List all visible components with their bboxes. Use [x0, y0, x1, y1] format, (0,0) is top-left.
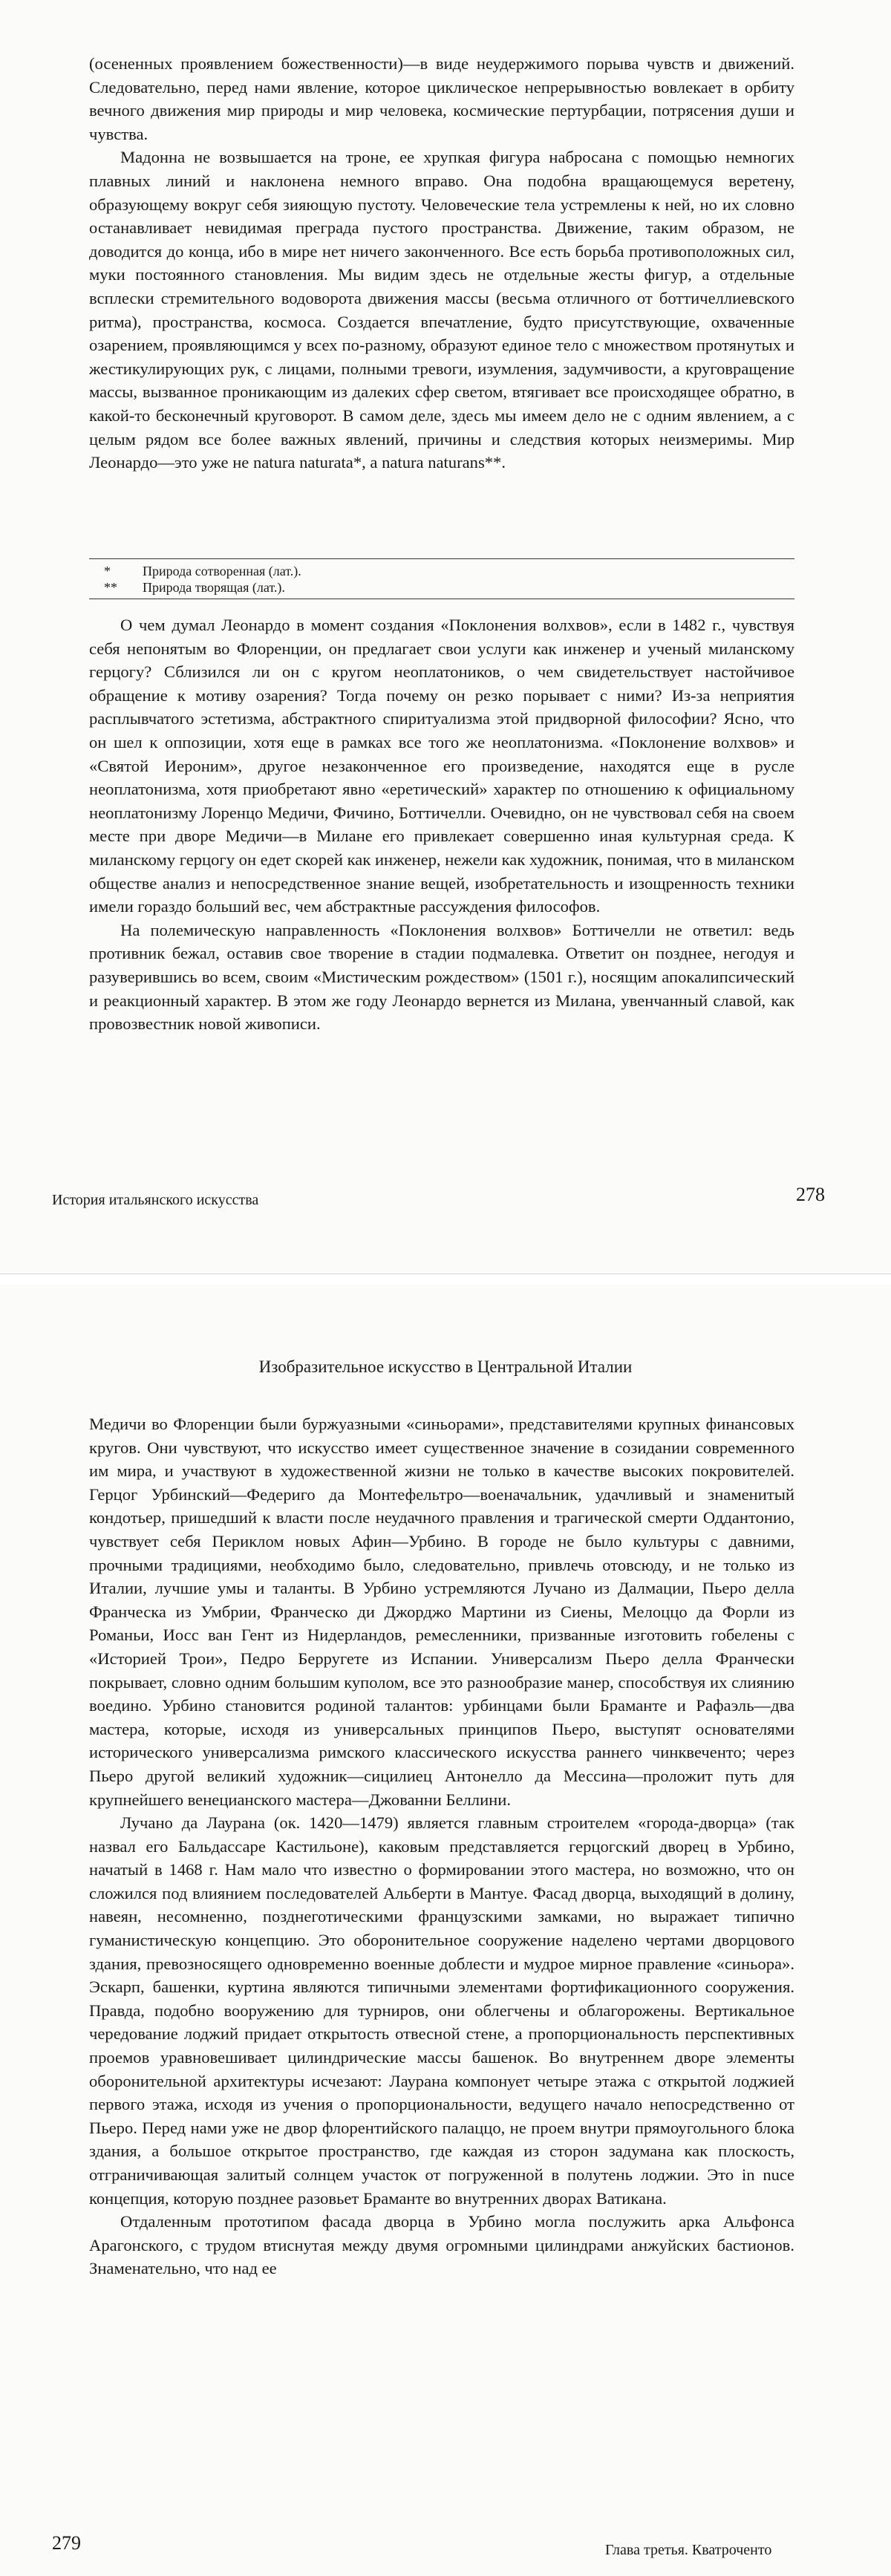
body-text-top	[89, 52, 794, 475]
running-head: Изобразительное искусство в Центральной Италии	[258, 1357, 633, 1376]
page-number: 279	[52, 2532, 81, 2554]
paragraph: (осененных проявлением божественности)—в виде неудержимого порыва чувств и движений. Следовательно, перед нами явление, которое циклическое непрерывностью вовлекает в орбиту вечного движения мир природы и мир человека, космические пертурбации, потрясения души и чувства.	[89, 54, 794, 143]
page-279	[0, 1285, 891, 2576]
paragraph: Медичи во Флоренции были буржуазными «синьорами», представителями крупных финансовых кругов. Они чувствуют, что искусство имеет существенное значение в созидании современного им мира, и участвуют в художественной жизни не только в качестве высоких покровителей. Герцог Урбинский—Федериго да Монтефельтро—военачальник, удачливый и знаменитый кондотьер, пришедший к власти после неудачного правления и трагической смерти Оддантонио, чувствует себя Периклом новых Афин—Урбино. В городе не было культуры с давними, прочными традициями, необходимо было, следовательно, привлечь отовсюду, и не только из Италии, лучшие умы и таланты. В Урбино устремляются Лучано из Далмации, Пьеро делла Франческа из Умбрии, Франческо ди Джорджо Мартини из Сиены, Мелоццо да Форли из Романьи, Иосс ван Гент из Нидерландов, ремесленники, призванные изготовить гобелены с «Историей Трои», Педро Берругете из Испании. Универсализм Пьеро делла Франчески покрывает, словно одним большим куполом, все это разнообразие манер, способствуя их слиянию воедино. Урбино становится родиной талантов: урбинцами были Браманте и Рафаэль—два мастера, которые, исходя из универсальных принципов Пьеро, выступят основателями исторического универсализма римского классического искусства раннего чинквеченто; через Пьеро другой великий художник—сицилиец Антонелло да Мессина—проложит путь для крупнейшего венецианского мастера—Джованни Беллини.	[89, 1415, 794, 1809]
body-text	[89, 1412, 794, 2280]
page-278	[0, 0, 891, 1274]
footer-book-title: История итальянского искусства	[52, 1192, 259, 1208]
footnote-text: Природа творящая (лат.).	[143, 580, 285, 595]
footnotes	[89, 558, 794, 599]
paragraph: Отдаленным прототипом фасада дворца в Урбино могла послужить арка Альфонса Арагонского, с трудом втиснутая между двумя огромными цилиндрами анжуйских бастионов. Знаменательно, что над ее	[89, 2212, 794, 2278]
paragraph: О чем думал Леонардо в момент создания «Поклонения волхвов», если в 1482 г., чувствуя себя непонятым во Флоренции, он предлагает свои услуги как инженер и ученый миланскому герцогу? Сблизился ли он с кругом неоплатоников, о чем свидетельствует настойчивое обращение к мотиву озарения? Тогда почему он резко порывает с ними? Из-за неприятия расплывчатого эстетизма, абстрактного спиритуализма этой придворной философии? Ясно, что он шел к оппозиции, хотя еще в рамках все того же неоплатонизма. «Поклонение волхвов» и «Святой Иероним», другое незаконченное его произведение, находятся еще в русле неоплатонизма, хотя приобретают явно «еретический» характер по отношению к официальному неоплатонизму Лоренцо Медичи, Фичино, Боттичелли. Очевидно, он не чувствовал себя на своем месте при дворе Медичи—в Милане его привлекает совершенно иная культурная среда. К миланскому герцогу он едет скорей как инженер, нежели как художник, понимая, что в миланском обществе анализ и непосредственное знание вещей, изобретательность и изощренность техники имели гораздо больший вес, чем абстрактные рассуждения философов.	[89, 616, 795, 916]
paragraph: Мадонна не возвышается на троне, ее хрупкая фигура набросана с помощью немногих плавных линий и наклонена немного вправо. Она подобна вращающемуся веретену, образующему вокруг себя зияющую пустоту. Человеческие тела устремлены к ней, но их словно останавливает невидимая преграда пустого пространства. Движение, таким образом, не доводится до конца, ибо в мире нет ничего законченного. Все есть борьба противоположных сил, муки постоянного становления. Мы видим здесь не отдельные жесты фигур, а отдельные всплески стремительного водоворота движения массы (весьма отличного от боттичеллиевского ритма), пространства, космоса. Создается впечатление, будто присутствующие, охваченные озарением, проявляющимся у всех по-разному, образуют единое тело с множеством протянутых и жестикулирующих рук, с лицами, полными тревоги, изумления, задумчивости, а круговращение массы, вызванное проникающим из далеких сфер светом, втягивает все происходящее обратно, в какой-то бесконечный круговорот. В самом деле, здесь мы имеем дело не с одним явлением, а с целым рядом все более важных явлений, причины и следствия которых неизмеримы. Мир Леонардо—это уже не natura naturata*, а natura naturans**.	[89, 148, 794, 472]
footnote-rule	[89, 558, 794, 559]
footnote-mark: **	[104, 580, 117, 595]
body-text-bottom	[89, 613, 794, 1036]
page-number: 278	[796, 1184, 825, 1205]
footnote	[89, 563, 794, 579]
paragraph: На полемическую направленность «Поклонения волхвов» Боттичелли не ответил: ведь противник бежал, оставив свое творение в стадии подмалевка. Ответит он позднее, негодуя и разуверившись во всем, своим «Мистическим рождеством» (1501 г.), носящим апокалипсический и реакционный характер. В этом же году Леонардо вернется из Милана, увенчанный славой, как провозвестник новой живописи.	[89, 920, 794, 1034]
footnote	[89, 579, 794, 596]
paragraph: Лучано да Лаурана (ок. 1420—1479) является главным строителем «города-дворца» (так назвал его Бальдассаре Кастильоне), каковым представляется герцогский дворец в Урбино, начатый в 1468 г. Нам мало что известно о формировании этого мастера, но возможно, что он сложился под влиянием последователей Альберти в Мантуе. Фасад дворца, выходящий в долину, навеян, несомненно, позднеготическими французскими замками, но выражает типично гуманистическую концепцию. Это оборонительное сооружение наделено чертами дворцового здания, превозносящего одновременно военные доблести и мудрое мирное правление «синьора». Эскарп, башенки, куртина являются типичными элементами фортификационного сооружения. Правда, подобно вооружению для турниров, они облегчены и облагорожены. Вертикальное чередование лоджий придает открытость отвесной стене, а пропорциональность перспективных проемов уравновешивает цилиндрические массы башенок. Во внутреннем дворе элементы оборонительной архитектуры исчезают: Лаурана компонует четыре этажа с открытой лоджией первого этажа, исходя из учения о пропорциональности, ведущего начало непосредственно от Пьеро. Перед нами уже не двор флорентийского палаццо, не проем внутри прямоугольного блока здания, а большое открытое пространство, где каждая из сторон задумана как плоскость, отграничивающая залитый солнцем участок от погруженной в полутень лоджии. Это in nuce концепция, которую позднее разовьет Браманте во внутренних дворах Ватикана.	[89, 1813, 794, 2208]
footer-chapter: Глава третья. Кватроченто	[605, 2542, 772, 2558]
footnote-mark: *	[104, 564, 111, 578]
footnote-text: Природа сотворенная (лат.).	[143, 564, 301, 578]
